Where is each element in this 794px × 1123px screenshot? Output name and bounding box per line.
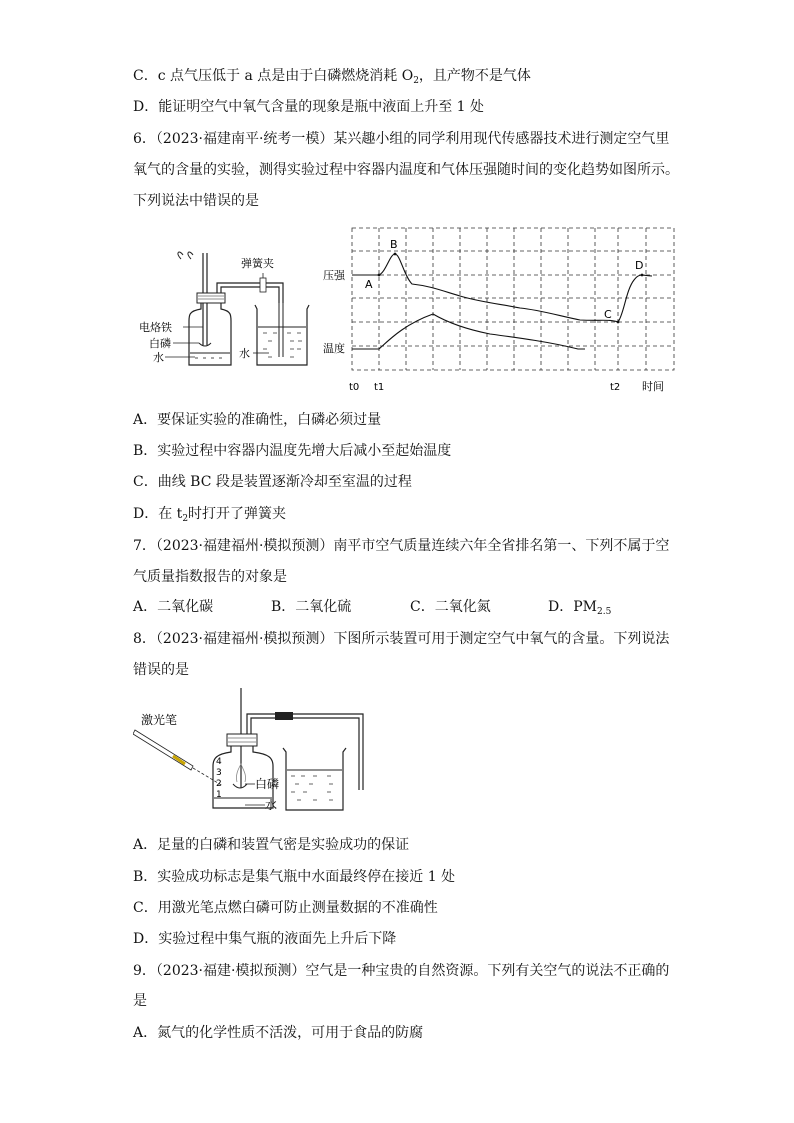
tick-t0: t0: [349, 382, 360, 393]
label-water: 水: [153, 351, 164, 364]
tick-t2: t2: [610, 382, 621, 393]
q7-option-a: A．二氧化碳: [133, 599, 214, 615]
scale-2: 2: [216, 779, 222, 789]
scale-1: 1: [216, 790, 222, 800]
q5-option-d: D．能证明空气中氧气含量的现象是瓶中液面上升至 1 处: [133, 99, 485, 115]
q8-stem-line2: 错误的是: [133, 662, 189, 678]
q8-option-c: C．用激光笔点燃白磷可防止测量数据的不准确性: [133, 900, 438, 916]
q9-stem-line2: 是: [133, 993, 147, 1009]
q9-stem-line1: 9．（2023·福建·模拟预测）空气是一种宝贵的自然资源。下列有关空气的说法不正确的: [133, 963, 670, 979]
temperature-line: [352, 314, 585, 349]
q7-options: [133, 597, 673, 617]
label-spring-clip: 弹簧夹: [241, 257, 274, 270]
q6-option-b: B．实验过程中容器内温度先增大后减小至起始温度: [133, 443, 452, 459]
label-water-2: 水: [265, 798, 278, 812]
label-phosphorus-2: 白磷: [255, 777, 280, 791]
q7-option-c: C．二氧化氮: [410, 599, 491, 615]
q7-stem-line2: 气质量指数报告的对象是: [133, 569, 287, 585]
q7-option-b: B．二氧化硫: [271, 599, 352, 615]
point-label-a: A: [365, 278, 373, 291]
q6-stem-line3: 下列说法中错误的是: [133, 193, 259, 209]
label-laser: 激光笔: [141, 713, 178, 727]
scale-4: 4: [216, 757, 222, 767]
q6-stem-line2: 氧气的含量的实验，测得实验过程中容器内温度和气体压强随时间的变化趋势如图所示。: [133, 162, 679, 178]
label-iron: 电烙铁: [139, 321, 172, 334]
point-label-c: C: [604, 308, 612, 321]
pressure-temperature-chart: [320, 224, 680, 396]
x-axis-label: 时间: [642, 380, 664, 393]
q8-apparatus-figure: [133, 688, 383, 820]
q6-option-a: A．要保证实验的准确性，白磷必须过量: [133, 412, 382, 428]
series-label-temperature: 温度: [323, 342, 345, 355]
q6-apparatus-figure: [135, 245, 315, 375]
point-label-b: B: [390, 238, 398, 251]
q8-stem-line1: 8．（2023·福建福州·模拟预测）下图所示装置可用于测定空气中氧气的含量。下列说法: [133, 631, 670, 647]
q8-option-a: A．足量的白磷和装置气密是实验成功的保证: [133, 837, 410, 853]
tick-t1: t1: [374, 382, 385, 393]
series-label-pressure: 压强: [323, 269, 345, 282]
q6-stem-line1: 6．（2023·福建南平·统考一模）某兴趣小组的同学利用现代传感器技术进行测定空气里: [133, 131, 670, 147]
q8-option-d: D．实验过程中集气瓶的液面先上升后下降: [133, 931, 397, 947]
point-label-d: D: [635, 259, 644, 272]
q8-option-b: B．实验成功标志是集气瓶中水面最终停在接近 1 处: [133, 869, 456, 885]
scale-3: 3: [216, 768, 222, 778]
label-phosphorus: 白磷: [149, 337, 171, 350]
q5-option-c: C．c 点气压低于 a 点是由于白磷燃烧消耗 $O_2$，且产物不是气体: [133, 68, 531, 86]
label-water-beaker: 水: [239, 347, 250, 360]
q6-option-d: D．在 $t_2$时打开了弹簧夹: [133, 506, 287, 524]
q7-stem-line1: 7．（2023·福建福州·模拟预测）南平市空气质量连续六年全省排名第一、下列不属于空: [133, 538, 670, 554]
q9-option-a: A．氮气的化学性质不活泼，可用于食品的防腐: [133, 1025, 424, 1041]
q7-option-d: D．$PM_{2.5}$: [548, 599, 612, 617]
q6-option-c: C．曲线 BC 段是装置逐渐冷却至室温的过程: [133, 474, 412, 490]
